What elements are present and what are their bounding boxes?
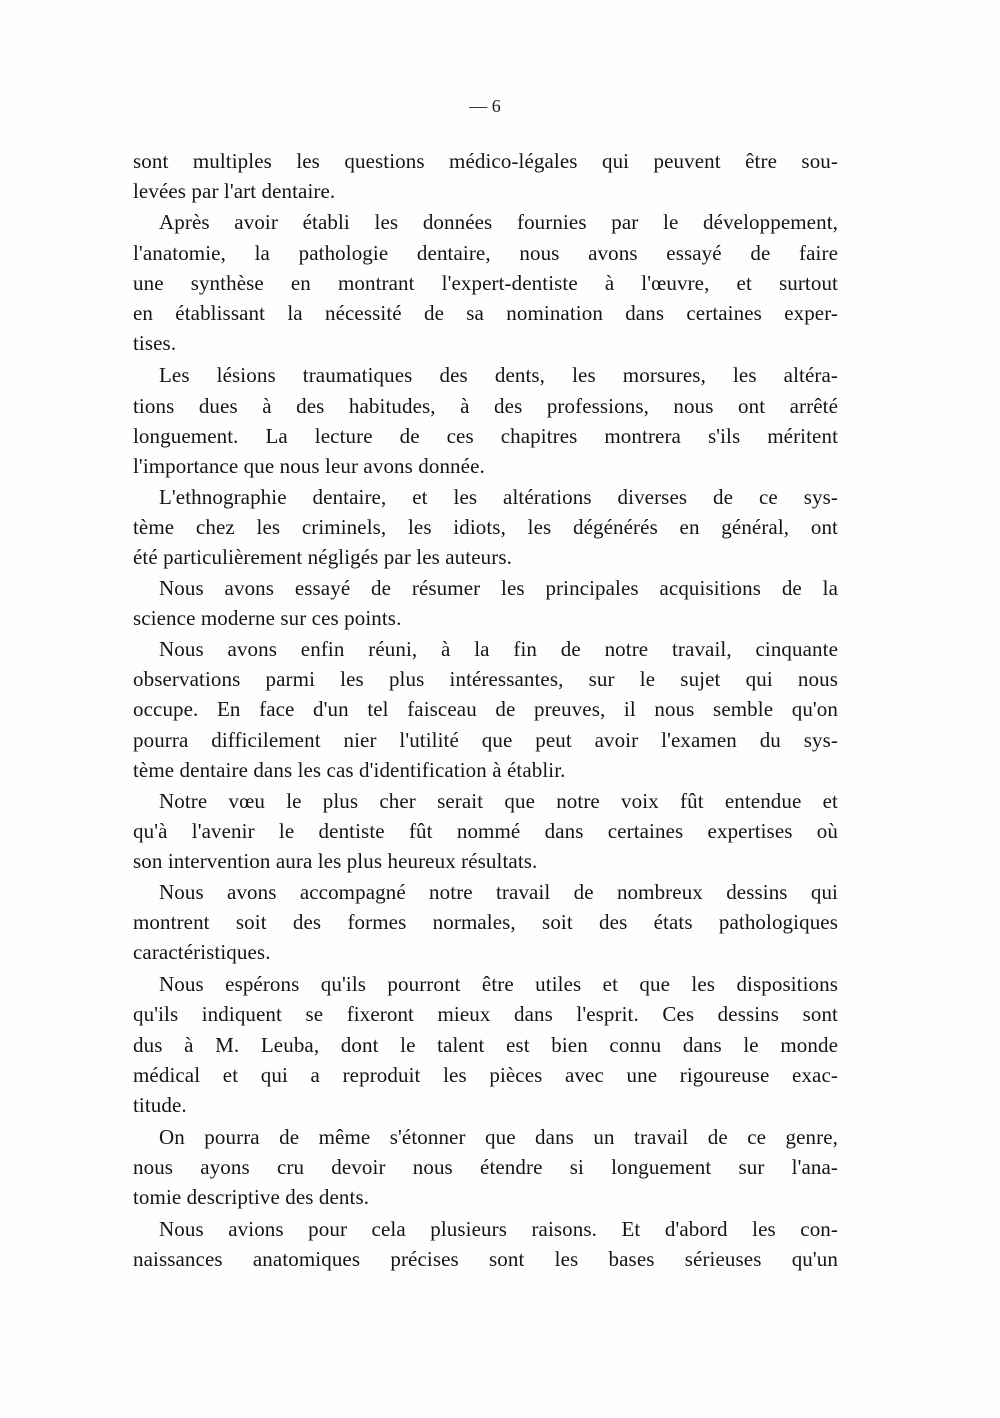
text-line: longuement. La lecture de ces chapitres montrera s'ils méritent: [133, 424, 838, 448]
text-line: Nous espérons qu'ils pourront être utiles et que les dispositions: [159, 972, 838, 996]
text-line: observations parmi les plus intéressantes, sur le sujet qui nous: [133, 667, 838, 691]
text-line: Notre vœu le plus cher serait que notre voix fût entendue et: [159, 789, 838, 813]
text-line: en établissant la nécessité de sa nomination dans certaines exper-: [133, 301, 838, 325]
text-line: Les lésions traumatiques des dents, les morsures, les altéra-: [159, 363, 838, 387]
text-line: qu'à l'avenir le dentiste fût nommé dans certaines expertises où: [133, 819, 838, 843]
text-line: été particulièrement négligés par les auteurs.: [133, 545, 512, 569]
text-line: naissances anatomiques précises sont les bases sérieuses qu'un: [133, 1247, 838, 1271]
text-line: L'ethnographie dentaire, et les altérations diverses de ce sys-: [159, 485, 838, 509]
text-line: qu'ils indiquent se fixeront mieux dans l'esprit. Ces dessins sont: [133, 1002, 838, 1026]
text-line: occupe. En face d'un tel faisceau de preuves, il nous semble qu'on: [133, 697, 838, 721]
text-line: dus à M. Leuba, dont le talent est bien connu dans le monde: [133, 1033, 838, 1057]
text-line: Nous avons essayé de résumer les principales acquisitions de la: [159, 576, 838, 600]
text-line: tème chez les criminels, les idiots, les dégénérés en général, ont: [133, 515, 838, 539]
text-line: Nous avions pour cela plusieurs raisons. Et d'abord les con-: [159, 1217, 838, 1241]
text-line: son intervention aura les plus heureux résultats.: [133, 849, 538, 873]
text-line: titude.: [133, 1093, 187, 1117]
text-line: montrent soit des formes normales, soit des états pathologiques: [133, 910, 838, 934]
text-line: tises.: [133, 331, 177, 355]
text-line: tème dentaire dans les cas d'identification à établir.: [133, 758, 566, 782]
page-number: — 6: [469, 96, 501, 116]
text-line: l'anatomie, la pathologie dentaire, nous avons essayé de faire: [133, 241, 838, 265]
text-line: sont multiples les questions médico-légales qui peuvent être sou-: [133, 149, 838, 173]
text-line: Nous avons accompagné notre travail de nombreux dessins qui: [159, 880, 838, 904]
text-line: une synthèse en montrant l'expert-dentiste à l'œuvre, et surtout: [133, 271, 838, 295]
text-line: tions dues à des habitudes, à des professions, nous ont arrêté: [133, 394, 838, 418]
text-line: l'importance que nous leur avons donnée.: [133, 454, 485, 478]
text-line: pourra difficilement nier l'utilité que peut avoir l'examen du sys-: [133, 728, 838, 752]
text-line: caractéristiques.: [133, 940, 271, 964]
text-line: levées par l'art dentaire.: [133, 179, 336, 203]
text-line: tomie descriptive des dents.: [133, 1185, 370, 1209]
text-line: On pourra de même s'étonner que dans un travail de ce genre,: [159, 1125, 838, 1149]
text-line: Nous avons enfin réuni, à la fin de notre travail, cinquante: [159, 637, 838, 661]
text-line: science moderne sur ces points.: [133, 606, 402, 630]
text-line: Après avoir établi les données fournies par le développement,: [159, 210, 838, 234]
text-line: médical et qui a reproduit les pièces avec une rigoureuse exac-: [133, 1063, 838, 1087]
text-line: nous ayons cru devoir nous étendre si longuement sur l'ana-: [133, 1155, 838, 1179]
